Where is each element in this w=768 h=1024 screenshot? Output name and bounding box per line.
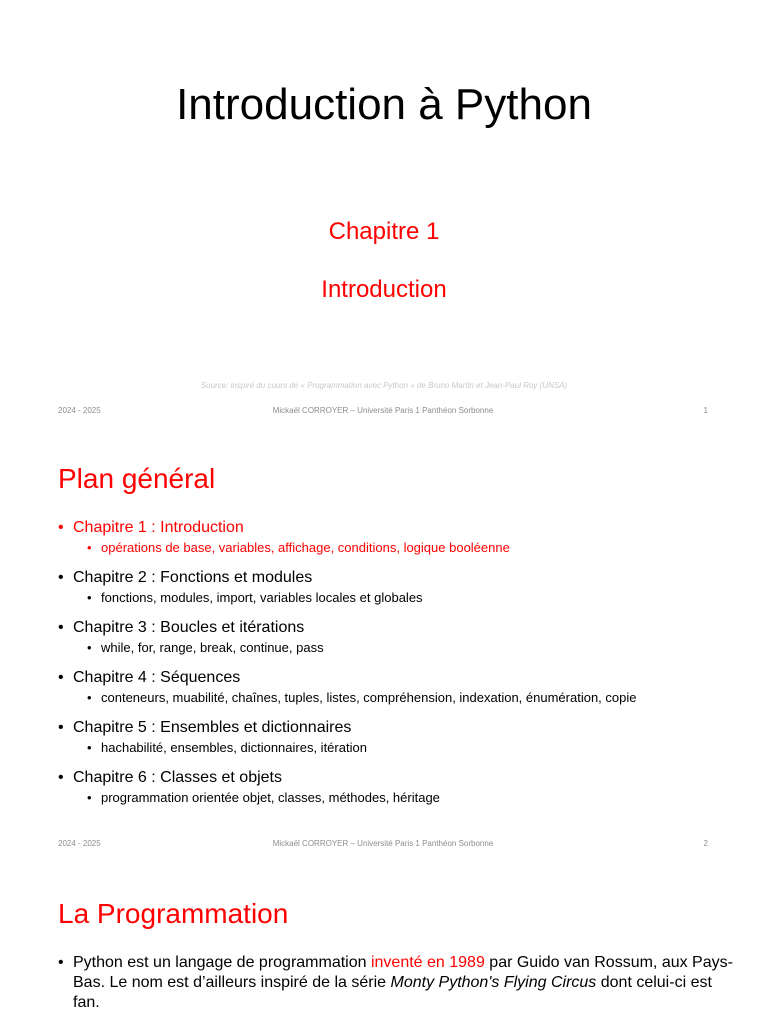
chapter-detail [58, 789, 718, 807]
chapter-detail-text: hachabilité, ensembles, dictionnaires, itération [101, 740, 367, 755]
slide-3-title: La Programmation [58, 898, 289, 929]
plan-item [58, 667, 718, 707]
bullet-icon: • [58, 519, 64, 536]
slide-2-title: Plan général [58, 463, 216, 494]
chapter-label: Chapitre 6 : Classes et objets [73, 769, 282, 786]
chapter-entry [58, 567, 718, 589]
plan-list [58, 517, 718, 807]
paragraph-highlight: inventé en 1989 [370, 954, 485, 971]
chapter-label: Chapitre 2 : Fonctions et modules [73, 569, 313, 586]
chapter-detail-text: programmation orientée objet, classes, méthodes, héritage [101, 790, 440, 805]
bullet-icon: • [58, 569, 64, 586]
paragraph-text-1: Python est un langage de programmation [73, 954, 371, 971]
chapter-label: Chapitre 5 : Ensembles et dictionnaires [73, 719, 352, 736]
chapter-detail [58, 689, 718, 707]
bullet-icon: • [87, 690, 92, 705]
slide-1 [0, 0, 768, 432]
plan-item [58, 567, 718, 607]
bullet-icon: • [58, 769, 64, 786]
chapter-label: Chapitre 1 [328, 218, 440, 245]
footer-page-number: 2 [703, 839, 708, 848]
plan-item [58, 717, 718, 757]
slide-1-footer [58, 406, 708, 418]
chapter-entry [58, 667, 718, 689]
chapter-entry [58, 617, 718, 639]
source-note: Source: inspiré du cours de « Programmation avec Python » de Bruno Martin et Jean-Paul Roy (UNSA) [200, 381, 568, 390]
chapter-detail-text: conteneurs, muabilité, chaînes, tuples, listes, compréhension, indexation, énumération, copie [101, 690, 637, 705]
paragraph-italic: Monty Python's Flying Circus [390, 974, 597, 991]
paragraph-text-2: par Guido van Rossum, aux Pays-Bas. Le nom est d’ailleurs inspiré de la série [73, 954, 733, 991]
chapter-detail [58, 539, 718, 557]
chapter-entry [58, 767, 718, 789]
plan-item [58, 617, 718, 657]
chapter-detail [58, 589, 718, 607]
footer-page-number: 1 [703, 406, 708, 415]
chapter-detail [58, 739, 718, 757]
plan-item [58, 517, 718, 557]
chapter-detail-text: opérations de base, variables, affichage, conditions, logique booléenne [101, 540, 510, 555]
slide-2 [0, 433, 768, 865]
slide-3 [0, 866, 768, 1024]
footer-year: 2024 - 2025 [58, 406, 101, 415]
plan-item [58, 767, 718, 807]
slide-1-title: Introduction à Python [176, 80, 592, 129]
bullet-icon: • [87, 640, 92, 655]
bullet-icon: • [58, 954, 64, 971]
bullet-icon: • [58, 619, 64, 636]
bullet-icon: • [87, 590, 92, 605]
footer-author: Mickaël CORROYER – Université Paris 1 Panthéon Sorbonne [272, 839, 494, 848]
bullet-icon: • [87, 790, 92, 805]
intro-paragraph [58, 953, 733, 1013]
chapter-entry [58, 717, 718, 739]
chapter-detail [58, 639, 718, 657]
slide-2-footer [58, 839, 708, 851]
chapter-entry [58, 517, 718, 539]
bullet-icon: • [58, 719, 64, 736]
chapter-label: Chapitre 4 : Séquences [73, 669, 241, 686]
chapter-detail-text: fonctions, modules, import, variables locales et globales [101, 590, 423, 605]
bullet-icon: • [87, 740, 92, 755]
footer-year: 2024 - 2025 [58, 839, 101, 848]
bullet-icon: • [87, 540, 92, 555]
chapter-subtitle: Introduction [321, 276, 447, 303]
paragraph-text-3: dont celui-ci est fan. [73, 974, 712, 1011]
chapter-label: Chapitre 3 : Boucles et itérations [73, 619, 305, 636]
bullet-icon: • [58, 669, 64, 686]
chapter-label: Chapitre 1 : Introduction [73, 519, 244, 536]
footer-author: Mickaël CORROYER – Université Paris 1 Panthéon Sorbonne [272, 406, 494, 415]
chapter-detail-text: while, for, range, break, continue, pass [101, 640, 324, 655]
